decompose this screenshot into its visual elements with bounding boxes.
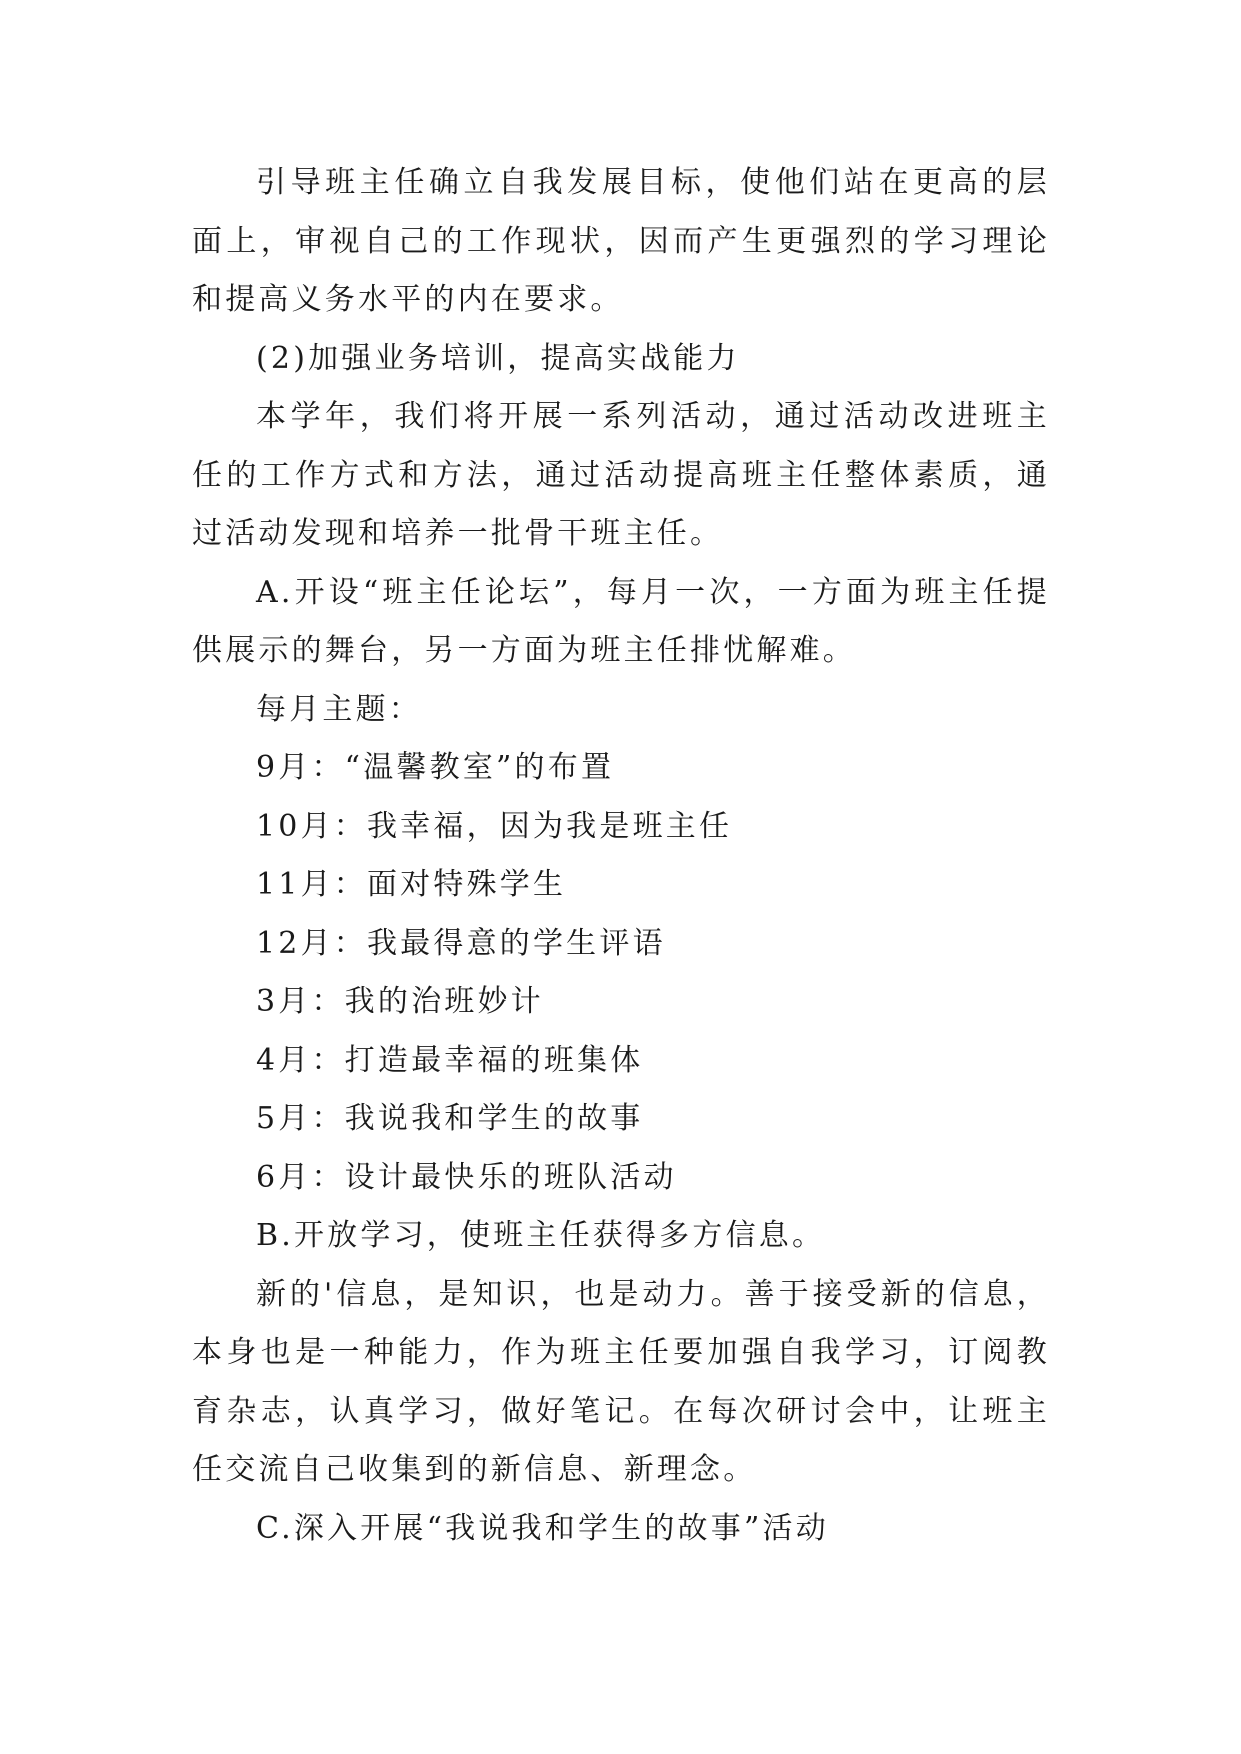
list-item: 9月：“温馨教室”的布置	[256, 750, 615, 785]
list-item: 3月：我的治班妙计	[256, 984, 544, 1019]
paragraph: 引导班主任确立自我发展目标，使他们站在更高的层面上，审视自己的工作现状，因而产生更强烈的学习理论和提高义务水平的内在要求。	[192, 165, 1050, 317]
list-item: 4月：打造最幸福的班集体	[256, 1042, 644, 1078]
list-item: 5月：我说我和学生的故事	[256, 1101, 644, 1136]
list-item: 10月：我幸福，因为我是班主任	[256, 808, 733, 844]
list-item: 6月：设计最快乐的班队活动	[256, 1159, 677, 1195]
paragraph: C.深入开展“我说我和学生的故事”活动	[256, 1510, 829, 1546]
list-item: 11月：面对特殊学生	[256, 867, 567, 902]
paragraph: 新的'信息，是知识，也是动力。善于接受新的信息，本身也是一种能力，作为班主任要加强自我学习，订阅教育杂志，认真学习，做好笔记。在每次研讨会中，让班主任交流自己收集到的新信息、新理念。	[192, 1276, 1050, 1487]
paragraph: 本学年，我们将开展一系列活动，通过活动改进班主任的工作方式和方法，通过活动提高班主任整体素质，通过活动发现和培养一批骨干班主任。	[192, 399, 1050, 551]
section-heading: (2)加强业务培训，提高实战能力	[256, 340, 740, 376]
paragraph: B.开放学习，使班主任获得多方信息。	[256, 1218, 826, 1253]
list-heading: 每月主题：	[256, 691, 422, 727]
list-item: 12月：我最得意的学生评语	[256, 925, 666, 961]
document-page	[192, 154, 1050, 1558]
paragraph: A.开设“班主任论坛”，每月一次，一方面为班主任提供展示的舞台，另一方面为班主任排忧解难。	[192, 574, 1050, 668]
